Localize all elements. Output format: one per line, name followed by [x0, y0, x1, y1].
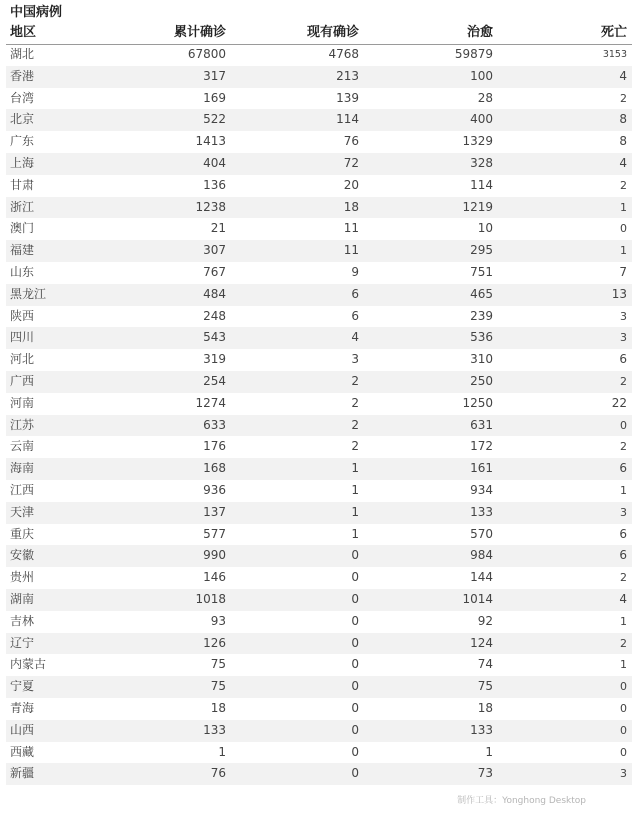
cell-active-confirmed: 1 — [351, 526, 359, 541]
cell-total-confirmed: 633 — [203, 417, 226, 432]
cell-active-confirmed: 0 — [351, 570, 359, 585]
cell-deaths: 1 — [620, 614, 627, 628]
cell-total-confirmed: 1274 — [195, 395, 226, 410]
cell-total-confirmed: 484 — [203, 286, 226, 301]
cell-active-confirmed: 4768 — [328, 47, 359, 61]
cell-deaths: 6 — [619, 461, 627, 476]
cell-deaths: 4 — [619, 68, 627, 83]
cell-cured: 59879 — [454, 47, 493, 61]
table-row — [6, 567, 632, 589]
cell-deaths: 22 — [611, 395, 627, 410]
cell-region: 西藏 — [10, 744, 35, 759]
cell-cured: 751 — [470, 264, 493, 279]
cell-deaths: 3 — [620, 767, 627, 781]
table-row — [6, 436, 632, 458]
cell-deaths: 0 — [620, 745, 627, 759]
table-row — [6, 480, 632, 502]
table-row — [6, 720, 632, 742]
table-row — [6, 218, 632, 240]
cell-total-confirmed: 18 — [210, 700, 226, 715]
cell-total-confirmed: 319 — [203, 352, 226, 367]
column-header-total-confirmed[interactable]: 累计确诊 — [173, 25, 226, 40]
cell-region: 四川 — [10, 330, 35, 345]
cell-deaths: 1 — [620, 658, 627, 672]
cell-total-confirmed: 67800 — [187, 47, 226, 61]
cell-active-confirmed: 2 — [351, 395, 359, 410]
cell-deaths: 1 — [620, 200, 627, 214]
cell-region: 海南 — [10, 461, 35, 476]
cell-total-confirmed: 248 — [203, 308, 226, 323]
table-row — [6, 153, 632, 175]
cell-active-confirmed: 0 — [351, 722, 359, 737]
cell-active-confirmed: 4 — [351, 330, 359, 345]
cell-region: 北京 — [10, 112, 35, 127]
cell-deaths: 6 — [619, 548, 627, 563]
cell-region: 山西 — [10, 722, 35, 737]
cell-region: 广东 — [10, 134, 35, 149]
cell-region: 吉林 — [10, 613, 35, 628]
cell-active-confirmed: 0 — [351, 548, 359, 563]
table-row — [6, 698, 632, 720]
cell-active-confirmed: 1 — [351, 461, 359, 476]
cell-cured: 536 — [470, 330, 493, 345]
cell-active-confirmed: 0 — [351, 766, 359, 781]
column-header-deaths[interactable]: 死亡 — [600, 25, 627, 40]
table-row — [6, 589, 632, 611]
table-row — [6, 415, 632, 437]
cell-region: 黑龙江 — [10, 286, 47, 301]
cell-deaths: 7 — [619, 264, 627, 279]
cell-total-confirmed: 137 — [203, 504, 226, 519]
cell-region: 福建 — [10, 243, 35, 258]
cell-deaths: 13 — [611, 286, 627, 301]
cell-active-confirmed: 11 — [343, 221, 359, 236]
cell-region: 甘肃 — [10, 177, 35, 192]
cell-deaths: 1 — [620, 244, 627, 258]
cell-cured: 631 — [470, 417, 493, 432]
cell-active-confirmed: 6 — [351, 286, 359, 301]
cell-deaths: 3 — [620, 331, 627, 345]
cell-active-confirmed: 11 — [343, 243, 359, 258]
cell-cured: 1250 — [462, 395, 493, 410]
table-row — [6, 109, 632, 131]
cell-cured: 92 — [477, 613, 493, 628]
cell-active-confirmed: 1 — [351, 482, 359, 497]
cell-active-confirmed: 0 — [351, 613, 359, 628]
table-row — [6, 175, 632, 197]
cell-total-confirmed: 767 — [203, 264, 226, 279]
cell-cured: 310 — [470, 352, 493, 367]
table-row — [6, 262, 632, 284]
cell-deaths: 8 — [619, 112, 627, 127]
cell-active-confirmed: 0 — [351, 700, 359, 715]
cell-total-confirmed: 577 — [203, 526, 226, 541]
cell-cured: 250 — [470, 373, 493, 388]
cell-active-confirmed: 76 — [343, 134, 359, 149]
cell-total-confirmed: 404 — [203, 155, 226, 170]
cell-deaths: 3153 — [602, 49, 627, 60]
cell-active-confirmed: 2 — [351, 417, 359, 432]
cell-active-confirmed: 72 — [343, 155, 359, 170]
page-title: 中国病例 — [10, 5, 63, 20]
cell-total-confirmed: 136 — [203, 177, 226, 192]
cell-active-confirmed: 18 — [343, 199, 359, 214]
cell-region: 台湾 — [10, 90, 35, 105]
cell-total-confirmed: 21 — [210, 221, 226, 236]
cell-total-confirmed: 1018 — [195, 591, 226, 606]
table-row — [6, 197, 632, 219]
cell-cured: 124 — [470, 635, 493, 650]
cell-cured: 28 — [477, 90, 493, 105]
cell-cured: 239 — [470, 308, 493, 323]
cell-active-confirmed: 3 — [351, 352, 359, 367]
cell-cured: 465 — [470, 286, 493, 301]
cell-region: 湖南 — [10, 591, 35, 606]
cell-total-confirmed: 169 — [203, 90, 226, 105]
cell-cured: 1 — [485, 744, 493, 759]
cell-region: 浙江 — [10, 199, 35, 214]
table-row — [6, 349, 632, 371]
cell-region: 贵州 — [10, 570, 35, 585]
cell-deaths: 0 — [620, 418, 627, 432]
cell-deaths: 2 — [620, 571, 627, 585]
cell-active-confirmed: 0 — [351, 657, 359, 672]
table-row — [6, 502, 632, 524]
cell-region: 安徽 — [10, 548, 35, 563]
cell-total-confirmed: 146 — [203, 570, 226, 585]
cell-region: 上海 — [10, 155, 35, 170]
cell-active-confirmed: 0 — [351, 635, 359, 650]
table-row — [6, 240, 632, 262]
cell-cured: 73 — [477, 766, 493, 781]
cell-cured: 100 — [470, 68, 493, 83]
cell-deaths: 3 — [620, 309, 627, 323]
cell-cured: 400 — [470, 112, 493, 127]
cell-region: 河北 — [10, 352, 35, 367]
cell-cured: 74 — [477, 657, 493, 672]
cell-total-confirmed: 75 — [210, 657, 226, 672]
cell-total-confirmed: 75 — [210, 679, 226, 694]
cell-total-confirmed: 176 — [203, 439, 226, 454]
cell-region: 香港 — [10, 68, 35, 83]
table-row — [6, 611, 632, 633]
cell-region: 辽宁 — [10, 635, 35, 650]
cell-active-confirmed: 0 — [351, 591, 359, 606]
cell-cured: 1014 — [462, 591, 493, 606]
cell-total-confirmed: 93 — [210, 613, 226, 628]
cell-active-confirmed: 139 — [336, 90, 359, 105]
cell-deaths: 2 — [620, 636, 627, 650]
cell-deaths: 1 — [620, 483, 627, 497]
cell-cured: 114 — [470, 177, 493, 192]
cell-deaths: 4 — [619, 591, 627, 606]
column-header-cured[interactable]: 治愈 — [466, 25, 493, 40]
cell-cured: 161 — [470, 461, 493, 476]
cell-deaths: 2 — [620, 178, 627, 192]
cell-region: 江苏 — [10, 417, 35, 432]
cell-region: 内蒙古 — [10, 657, 47, 672]
cell-deaths: 0 — [620, 723, 627, 737]
cell-active-confirmed: 213 — [336, 68, 359, 83]
cell-cured: 328 — [470, 155, 493, 170]
cell-region: 澳门 — [10, 221, 35, 236]
cell-total-confirmed: 76 — [210, 766, 226, 781]
cell-deaths: 3 — [620, 505, 627, 519]
cell-cured: 144 — [470, 570, 493, 585]
cell-region: 宁夏 — [10, 679, 35, 694]
table-row — [6, 327, 632, 349]
cell-region: 新疆 — [10, 766, 35, 781]
cell-region: 青海 — [10, 700, 35, 715]
cell-region: 广西 — [10, 373, 35, 388]
cell-total-confirmed: 254 — [203, 373, 226, 388]
table-row — [6, 284, 632, 306]
table-row — [6, 371, 632, 393]
table-row — [6, 66, 632, 88]
table-row — [6, 742, 632, 764]
table-row — [6, 88, 632, 110]
cell-active-confirmed: 2 — [351, 439, 359, 454]
cell-total-confirmed: 936 — [203, 482, 226, 497]
cell-deaths: 6 — [619, 526, 627, 541]
cell-region: 湖北 — [10, 47, 35, 61]
table-row — [6, 393, 632, 415]
cell-region: 山东 — [10, 264, 35, 279]
table-row — [6, 763, 632, 785]
table-row — [6, 524, 632, 546]
cell-cured: 934 — [470, 482, 493, 497]
cell-cured: 1329 — [462, 134, 493, 149]
cell-active-confirmed: 6 — [351, 308, 359, 323]
cell-cured: 570 — [470, 526, 493, 541]
cell-region: 云南 — [10, 439, 35, 454]
cell-total-confirmed: 522 — [203, 112, 226, 127]
cell-cured: 18 — [477, 700, 493, 715]
cell-cured: 10 — [477, 221, 493, 236]
cell-region: 重庆 — [10, 526, 35, 541]
cell-active-confirmed: 114 — [336, 112, 359, 127]
cell-total-confirmed: 317 — [203, 68, 226, 83]
cell-deaths: 2 — [620, 440, 627, 454]
table-row — [6, 306, 632, 328]
cell-deaths: 2 — [620, 91, 627, 105]
column-header-active-confirmed[interactable]: 现有确诊 — [306, 25, 359, 40]
cell-active-confirmed: 20 — [343, 177, 359, 192]
cell-active-confirmed: 0 — [351, 679, 359, 694]
column-header-region[interactable]: 地区 — [10, 25, 37, 40]
table-header — [6, 22, 632, 45]
table-row — [6, 545, 632, 567]
cell-deaths: 2 — [620, 374, 627, 388]
cell-cured: 295 — [470, 243, 493, 258]
table-row — [6, 654, 632, 676]
cell-total-confirmed: 1413 — [195, 134, 226, 149]
footer-note: 制作工具：Yonghong Desktop — [457, 796, 586, 806]
cell-active-confirmed: 1 — [351, 504, 359, 519]
cell-region: 陕西 — [10, 308, 35, 323]
table-row — [6, 44, 632, 66]
table-row — [6, 676, 632, 698]
cell-cured: 172 — [470, 439, 493, 454]
table-body — [6, 44, 632, 785]
cell-region: 江西 — [10, 482, 35, 497]
cell-deaths: 8 — [619, 134, 627, 149]
cell-deaths: 6 — [619, 352, 627, 367]
cell-total-confirmed: 168 — [203, 461, 226, 476]
cell-cured: 133 — [470, 722, 493, 737]
cell-cured: 1219 — [462, 199, 493, 214]
cell-cured: 75 — [477, 679, 493, 694]
cell-cured: 984 — [470, 548, 493, 563]
cell-total-confirmed: 1 — [218, 744, 226, 759]
table-row — [6, 131, 632, 153]
cell-total-confirmed: 990 — [203, 548, 226, 563]
cell-cured: 133 — [470, 504, 493, 519]
cell-deaths: 0 — [620, 680, 627, 694]
cell-total-confirmed: 126 — [203, 635, 226, 650]
cell-total-confirmed: 307 — [203, 243, 226, 258]
table-row — [6, 633, 632, 655]
cell-active-confirmed: 2 — [351, 373, 359, 388]
cell-active-confirmed: 9 — [351, 264, 359, 279]
table-row — [6, 458, 632, 480]
cell-active-confirmed: 0 — [351, 744, 359, 759]
cell-region: 天津 — [10, 504, 35, 519]
cell-deaths: 4 — [619, 155, 627, 170]
cell-deaths: 0 — [620, 701, 627, 715]
cell-region: 河南 — [10, 395, 35, 410]
cell-deaths: 0 — [620, 222, 627, 236]
cell-total-confirmed: 1238 — [195, 199, 226, 214]
cell-total-confirmed: 543 — [203, 330, 226, 345]
cell-total-confirmed: 133 — [203, 722, 226, 737]
